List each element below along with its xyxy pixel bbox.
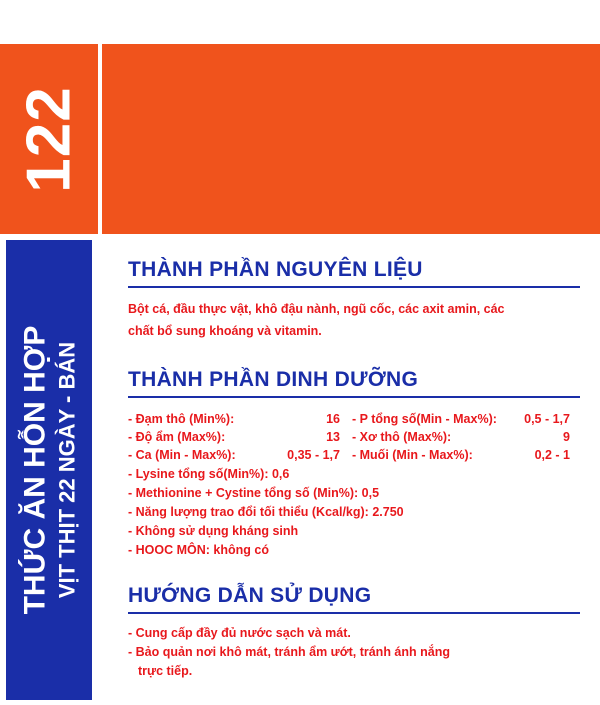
nutrient-label: - Ca (Min - Max%): [128, 448, 236, 462]
side-text-wrap [6, 240, 92, 700]
usage-heading: HƯỚNG DẪN SỬ DỤNG [128, 584, 372, 607]
nutrient-line: - Năng lượng trao đổi tối thiểu (Kcal/kg): 2.750 [128, 505, 404, 519]
product-title: THỨC ĂN HỖN HỢP [18, 325, 51, 615]
nutrient-value: 0,2 - 1 [534, 448, 570, 462]
nutrient-label: - P tổng số(Min - Max%): [352, 412, 497, 426]
usage-rule [128, 612, 580, 614]
product-subtitle: VỊT THỊT 22 NGÀY - BÁN [54, 341, 79, 599]
side-text-rotated [17, 326, 81, 615]
ingredients-heading: THÀNH PHẦN NGUYÊN LIỆU [128, 258, 423, 281]
usage-line: trực tiếp. [138, 664, 193, 678]
nutrient-value: 0,5 - 1,7 [524, 412, 570, 426]
top-margin [0, 0, 600, 44]
product-number-wrap [0, 44, 98, 234]
ingredients-text [128, 298, 583, 342]
nutrient-line: - HOOC MÔN: không có [128, 543, 269, 557]
nutrient-line: - Không sử dụng kháng sinh [128, 524, 299, 538]
usage-line: - Cung cấp đầy đủ nước sạch và mát. [128, 626, 351, 640]
nutrient-value: 0,35 - 1,7 [287, 448, 340, 462]
usage-line: - Bảo quản nơi khô mát, tránh ẩm ướt, tránh ánh nắng [128, 645, 450, 659]
nutrient-label: - Độ ẩm (Max%): [128, 430, 226, 444]
nutrient-value: 16 [326, 412, 340, 426]
nutrition-heading: THÀNH PHẦN DINH DƯỠNG [128, 368, 419, 391]
nutrition-rule [128, 396, 580, 398]
header-band [102, 44, 600, 234]
ingredients-line-1: Bột cá, đầu thực vật, khô đậu nành, ngũ cốc, các axit amin, các [128, 302, 505, 316]
product-number: 122 [14, 85, 84, 193]
nutrient-label: - Muối (Min - Max%): [352, 448, 473, 462]
ingredients-line-2: chất bổ sung khoáng và vitamin. [128, 324, 322, 338]
nutrient-value: 13 [326, 430, 340, 444]
nutrient-label: - Đạm thô (Min%): [128, 412, 235, 426]
nutrient-label: - Xơ thô (Max%): [352, 430, 452, 444]
nutrient-line: - Methionine + Cystine tổng số (Min%): 0,5 [128, 486, 380, 500]
nutrient-value: 9 [563, 430, 570, 444]
nutrient-line: - Lysine tổng số(Min%): 0,6 [128, 467, 290, 481]
ingredients-rule [128, 286, 580, 288]
